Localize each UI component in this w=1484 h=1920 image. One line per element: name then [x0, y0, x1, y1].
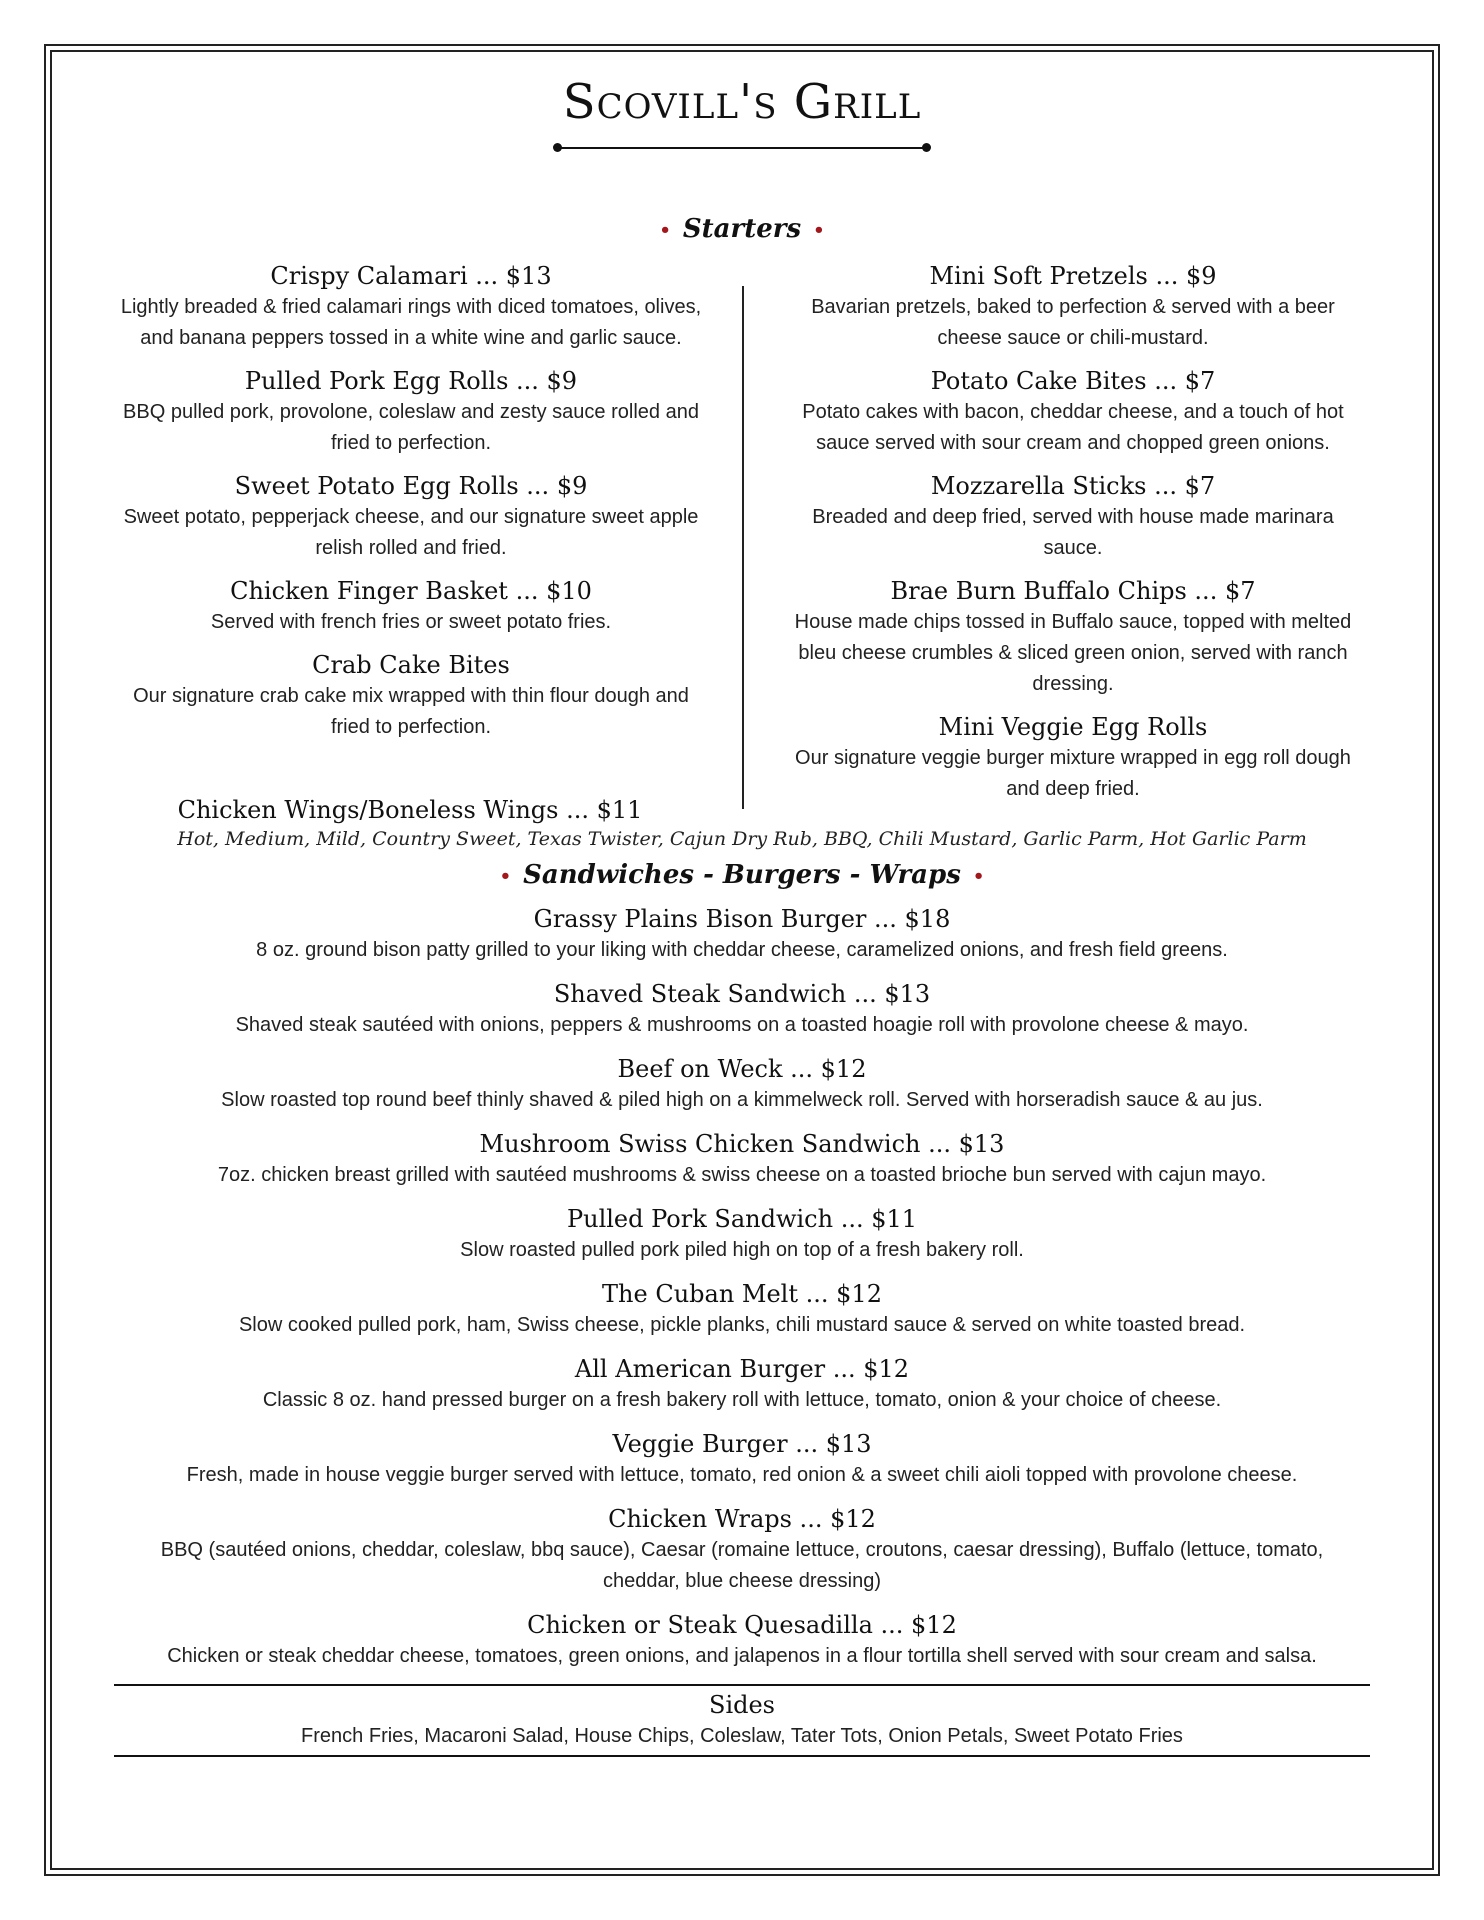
menu-item: [120, 1279, 1364, 1341]
bullet-icon: •: [659, 219, 671, 241]
item-name: Mozzarella Sticks ... $7: [930, 472, 1216, 500]
item-name: Beef on Weck ... $12: [617, 1055, 867, 1083]
item-name: Chicken or Steak Quesadilla ... $12: [527, 1611, 957, 1639]
menu-item: [782, 576, 1364, 700]
item-description: 8 oz. ground bison patty grilled to your liking with cheddar cheese, caramelized onions, and fresh field greens.: [256, 939, 1228, 961]
item-description: Breaded and deep fried, served with house made marinara sauce.: [812, 506, 1334, 559]
sides-bottom-rule: [114, 1755, 1370, 1757]
menu-item: [120, 979, 1364, 1041]
item-description: BBQ (sautéed onions, cheddar, coleslaw, bbq sauce), Caesar (romaine lettuce, croutons, caesar dressing), Buffalo (lettuce, tomato, cheddar, blue cheese dressing): [160, 1539, 1324, 1592]
item-name: Crispy Calamari ... $13: [270, 262, 552, 290]
item-description: Fresh, made in house veggie burger served with lettuce, tomato, red onion & a sweet chili aioli topped with provolone cheese.: [186, 1464, 1298, 1486]
menu-item: [782, 366, 1364, 459]
item-name: Mini Veggie Egg Rolls: [938, 713, 1208, 741]
title-rule: [557, 147, 927, 149]
sides-heading: Sides: [709, 1691, 775, 1719]
item-name: Chicken Wraps ... $12: [608, 1505, 876, 1533]
item-description: 7oz. chicken breast grilled with sautéed mushrooms & swiss cheese on a toasted brioche bun served with cajun mayo.: [217, 1164, 1267, 1186]
restaurant-title: Scovill's Grill: [562, 74, 922, 130]
item-name: Pulled Pork Sandwich ... $11: [566, 1205, 918, 1233]
column-divider: [742, 286, 744, 809]
wings-item-name: Chicken Wings/Boneless Wings ... $11: [177, 796, 643, 824]
menu-item: [120, 471, 702, 564]
menu-item: [120, 1429, 1364, 1491]
starters-heading-label: Starters: [682, 214, 802, 244]
menu-item: [120, 650, 702, 743]
item-description: Shaved steak sautéed with onions, peppers & mushrooms on a toasted hoagie roll with provolone cheese & mayo.: [235, 1014, 1249, 1036]
item-name: Chicken Finger Basket ... $10: [230, 577, 592, 605]
bullet-icon: •: [499, 865, 512, 887]
bullet-icon: •: [813, 219, 825, 241]
item-description: Slow cooked pulled pork, ham, Swiss cheese, pickle planks, chili mustard sauce & served on white toasted bread.: [238, 1314, 1246, 1336]
menu-item: [782, 261, 1364, 354]
item-name: Pulled Pork Egg Rolls ... $9: [244, 367, 578, 395]
item-description: Served with french fries or sweet potato fries.: [210, 611, 612, 633]
item-description: House made chips tossed in Buffalo sauce, topped with melted bleu cheese crumbles & sliced green onion, served with ranch dressing.: [794, 611, 1352, 695]
starters-heading: [0, 214, 1484, 244]
menu-item: [120, 1354, 1364, 1416]
sandwiches-heading: [0, 860, 1484, 890]
item-description: Potato cakes with bacon, cheddar cheese, and a touch of hot sauce served with sour cream and chopped green onions.: [802, 401, 1344, 454]
item-description: Lightly breaded & fried calamari rings with diced tomatoes, olives, and banana peppers tossed in a white wine and garlic sauce.: [120, 296, 702, 349]
item-description: Slow roasted pulled pork piled high on top of a fresh bakery roll.: [460, 1239, 1024, 1261]
sides-list: French Fries, Macaroni Salad, House Chips, Coleslaw, Tater Tots, Onion Petals, Sweet Potato Fries: [301, 1725, 1183, 1747]
menu-item: [120, 1129, 1364, 1191]
item-description: Bavarian pretzels, baked to perfection & served with a beer cheese sauce or chili-mustard.: [811, 296, 1335, 349]
item-name: Veggie Burger ... $13: [612, 1430, 872, 1458]
menu-item: [120, 261, 702, 354]
item-name: Shaved Steak Sandwich ... $13: [553, 980, 931, 1008]
sides-section: [0, 1690, 1484, 1752]
item-description: Our signature crab cake mix wrapped with thin flour dough and fried to perfection.: [133, 685, 689, 738]
menu-item: [120, 1610, 1364, 1672]
wings-flavors: Hot, Medium, Mild, Country Sweet, Texas Twister, Cajun Dry Rub, BBQ, Chili Mustard, Garlic Parm, Hot Garlic Parm: [177, 828, 1307, 850]
item-name: Crab Cake Bites: [312, 651, 510, 679]
item-name: Mini Soft Pretzels ... $9: [929, 262, 1217, 290]
menu-item: [120, 1204, 1364, 1266]
menu-item: [120, 576, 702, 638]
item-description: Chicken or steak cheddar cheese, tomatoes, green onions, and jalapenos in a flour tortilla shell served with sour cream and salsa.: [167, 1645, 1317, 1667]
menu-item: [782, 712, 1364, 805]
item-name: The Cuban Melt ... $12: [602, 1280, 882, 1308]
item-description: Our signature veggie burger mixture wrapped in egg roll dough and deep fried.: [795, 747, 1351, 800]
menu-item: [120, 366, 702, 459]
item-description: Classic 8 oz. hand pressed burger on a fresh bakery roll with lettuce, tomato, onion & your choice of cheese.: [262, 1389, 1222, 1411]
bullet-icon: •: [972, 865, 985, 887]
item-name: Mushroom Swiss Chicken Sandwich ... $13: [479, 1130, 1005, 1158]
item-description: Slow roasted top round beef thinly shaved & piled high on a kimmelweck roll. Served with horseradish sauce & au jus.: [221, 1089, 1263, 1111]
menu-item: [120, 1054, 1364, 1116]
title-rule-right-dot: [922, 143, 931, 152]
sandwiches-list: [120, 904, 1364, 1685]
menu-item: [782, 471, 1364, 564]
item-name: Potato Cake Bites ... $7: [930, 367, 1216, 395]
starters-left-column: [120, 261, 702, 755]
item-name: All American Burger ... $12: [574, 1355, 910, 1383]
item-description: BBQ pulled pork, provolone, coleslaw and zesty sauce rolled and fried to perfection.: [123, 401, 699, 454]
item-name: Grassy Plains Bison Burger ... $18: [533, 905, 951, 933]
item-name: Brae Burn Buffalo Chips ... $7: [890, 577, 1256, 605]
menu-item: [120, 1504, 1364, 1597]
starters-right-column: [782, 261, 1364, 817]
menu-item: [120, 904, 1364, 966]
item-description: Sweet potato, pepperjack cheese, and our signature sweet apple relish rolled and fried.: [123, 506, 699, 559]
sides-top-rule: [114, 1684, 1370, 1686]
sandwiches-heading-label: Sandwiches - Burgers - Wraps: [523, 860, 961, 890]
item-name: Sweet Potato Egg Rolls ... $9: [234, 472, 588, 500]
